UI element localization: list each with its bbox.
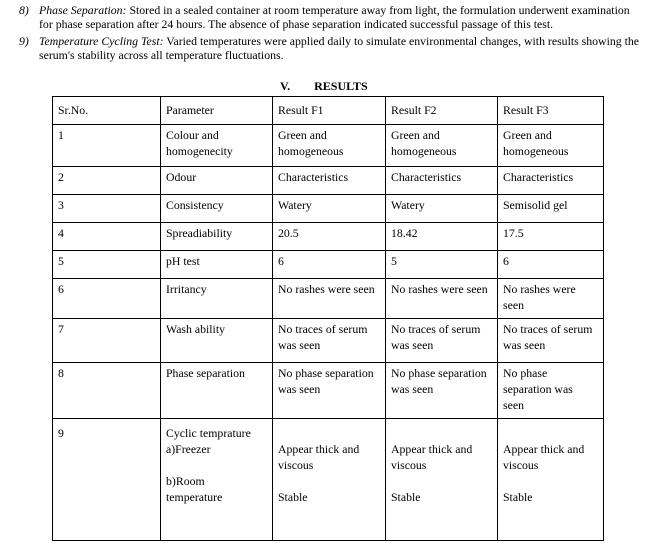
cell-result-f2 [386,223,498,251]
cell-parameter [161,419,273,541]
cell-text-line: Consistency [166,198,224,212]
cell-text-line: 6 [278,254,284,268]
cell-text-line: Stable [503,490,533,504]
paragraph-text: serum's stability across all temperature fluctuations. [39,48,284,62]
paragraph-text: for phase separation after 24 hours. The absence of phase separation indicated successful passage of this test. [39,17,554,31]
cell-result-f1 [273,419,386,541]
cell-text-line: 6 [503,254,509,268]
cell-result-f3 [498,195,604,223]
table-row [53,125,604,167]
cell-sr-no: 5 [53,251,161,279]
table-row [53,419,604,541]
cell-parameter [161,279,273,319]
paragraph-phase-separation [19,3,644,31]
cell-result-f3 [498,419,604,541]
cell-parameter [161,167,273,195]
paragraph-number: 8) [19,3,29,17]
cell-text-line: Phase separation [166,366,245,380]
cell-text-line: No phase separation [278,366,374,380]
cell-text-line: Appear thick and [503,442,585,456]
cell-result-f2 [386,363,498,419]
cell-text-line: Cyclic temprature [166,426,251,440]
table-row [53,195,604,223]
cell-sr-no: 3 [53,195,161,223]
paragraph-number: 9) [19,34,29,48]
cell-result-f2 [386,279,498,319]
cell-parameter [161,363,273,419]
cell-text-line [391,425,494,441]
cell-parameter [161,319,273,363]
header-result-f1: Result F1 [273,97,386,125]
cell-text-line: homogeneous [391,144,457,158]
cell-text-line: Irritancy [166,282,207,296]
table-body [53,125,604,541]
cell-text-line: No phase [503,366,548,380]
cell-text-line: homogeneous [503,144,569,158]
cell-result-f3 [498,279,604,319]
cell-text-line: Odour [166,170,197,184]
table-row [53,279,604,319]
cell-text-line: No traces of serum [391,322,481,336]
paragraph-lead: Phase Separation: [39,3,127,17]
cell-result-f2 [386,419,498,541]
cell-text-line: Stable [391,490,421,504]
cell-result-f3 [498,125,604,167]
cell-text-line: separation was [503,382,573,396]
paragraph-temperature-cycling [19,34,644,62]
cell-text-line: Appear thick and [278,442,360,456]
cell-result-f2 [386,125,498,167]
cell-sr-no: 4 [53,223,161,251]
table-row [53,319,604,363]
table-header-row [53,97,604,125]
cell-parameter [161,251,273,279]
table-row [53,223,604,251]
cell-sr-no: 9 [53,419,161,541]
cell-text-line: viscous [503,458,539,472]
cell-text-line: was seen [278,382,321,396]
cell-text-line: was seen [503,338,546,352]
cell-text-line: viscous [391,458,427,472]
cell-text-line: was seen [391,338,434,352]
cell-sr-no: 2 [53,167,161,195]
cell-text-line [278,473,382,489]
cell-parameter [161,125,273,167]
cell-text-line: Watery [391,198,425,212]
header-sr-no: Sr.No. [53,97,161,125]
cell-result-f1 [273,195,386,223]
paragraph-text: Varied temperatures were applied daily to simulate environmental changes, with results showing the [166,34,640,48]
paragraph-lead: Temperature Cycling Test: [39,34,164,48]
cell-result-f2 [386,251,498,279]
cell-text-line: Characteristics [391,170,462,184]
cell-result-f2 [386,167,498,195]
table-row [53,363,604,419]
cell-text-line: Green and [503,128,552,142]
header-result-f2: Result F2 [386,97,498,125]
cell-sr-no: 1 [53,125,161,167]
cell-text-line: Green and [391,128,440,142]
cell-parameter [161,195,273,223]
cell-text-line: 5 [391,254,397,268]
cell-text-line: was seen [278,338,321,352]
section-number: V. [280,79,291,93]
cell-result-f1 [273,223,386,251]
cell-text-line: was seen [391,382,434,396]
cell-text-line: Colour and [166,128,219,142]
section-title: RESULTS [314,79,368,93]
cell-text-line [166,457,269,473]
header-result-f3: Result F3 [498,97,604,125]
cell-result-f3 [498,223,604,251]
results-table [52,96,604,541]
table-row [53,251,604,279]
cell-result-f1 [273,251,386,279]
cell-text-line: No traces of serum [503,322,593,336]
cell-text-line: Characteristics [503,170,574,184]
cell-result-f2 [386,319,498,363]
cell-text-line: No rashes were seen [391,282,488,296]
cell-result-f3 [498,319,604,363]
cell-text-line: No phase separation [391,366,487,380]
cell-text-line: homogeneous [278,144,344,158]
cell-text-line: No traces of serum [278,322,368,336]
cell-text-line: Appear thick and [391,442,473,456]
cell-result-f1 [273,363,386,419]
cell-result-f1 [273,319,386,363]
cell-text-line: Characteristics [278,170,349,184]
cell-result-f3 [498,167,604,195]
cell-text-line: Green and [278,128,327,142]
cell-sr-no: 8 [53,363,161,419]
cell-text-line [391,473,494,489]
cell-sr-no: 7 [53,319,161,363]
cell-text-line: a)Freezer [166,442,211,456]
cell-text-line: viscous [278,458,314,472]
cell-text-line: temperature [166,490,223,504]
cell-text-line: Watery [278,198,312,212]
cell-text-line [503,425,600,441]
cell-sr-no: 6 [53,279,161,319]
cell-text-line [278,425,382,441]
header-parameter: Parameter [161,97,273,125]
cell-text-line: Wash ability [166,322,226,336]
cell-result-f1 [273,279,386,319]
cell-text-line: pH test [166,254,200,268]
cell-text-line [503,473,600,489]
cell-text-line: b)Room [166,474,205,488]
cell-text-line: 18.42 [391,226,418,240]
cell-result-f1 [273,125,386,167]
cell-text-line: No rashes were seen [278,282,375,296]
cell-text-line: seen [503,398,524,412]
cell-text-line: Semisolid gel [503,198,568,212]
cell-result-f1 [273,167,386,195]
cell-text-line: 17.5 [503,226,524,240]
paragraph-text: Stored in a sealed container at room temperature away from light, the formulation underwent examination [129,3,630,17]
cell-text-line: 20.5 [278,226,299,240]
cell-text-line: Stable [278,490,308,504]
cell-parameter [161,223,273,251]
cell-result-f3 [498,363,604,419]
cell-text-line: Spreadiability [166,226,233,240]
cell-result-f3 [498,251,604,279]
table-row [53,167,604,195]
cell-text-line: No rashes were [503,282,576,296]
cell-result-f2 [386,195,498,223]
cell-text-line: homogenecity [166,144,233,158]
section-heading [280,79,368,94]
cell-text-line: seen [503,298,524,312]
